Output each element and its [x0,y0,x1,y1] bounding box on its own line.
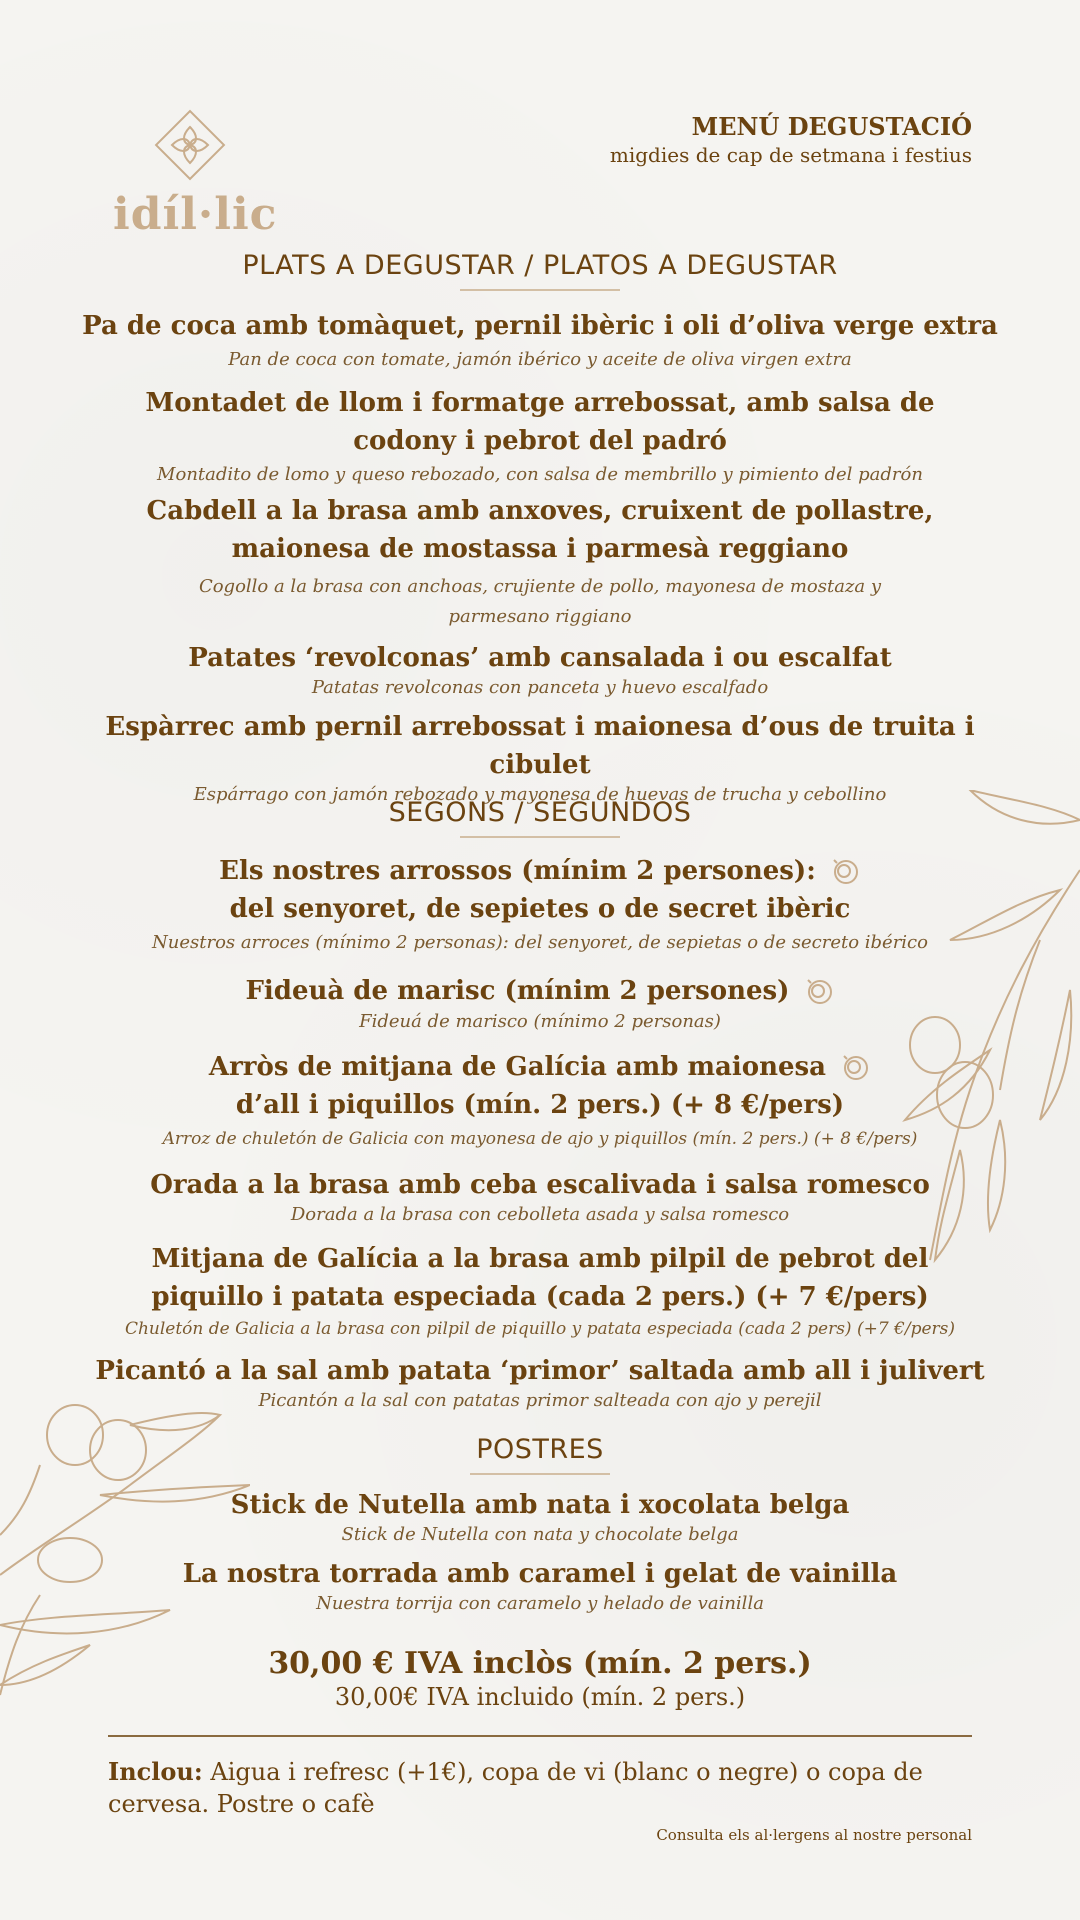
item-name-cat: Orada a la brasa amb ceba escalivada i salsa romesco [150,1170,930,1200]
menu-item [60,639,1020,699]
item-name-cat: Pa de coca amb tomàquet, pernil ibèric i oli d’oliva verge extra [82,311,998,341]
item-name-cat: codony i pebrot del padró [353,426,727,456]
item-name-es: Picantón a la sal con patatas primor salteada con ajo y perejil [258,1390,822,1411]
item-name-es: Cogollo a la brasa con anchoas, crujiente de pollo, mayonesa de mostaza y [198,576,882,597]
item-name-es: Patatas revolconas con panceta y huevo escalfado [311,677,769,698]
rice-pan-icon [841,1053,871,1083]
item-name-cat: Stick de Nutella amb nata i xocolata belga [230,1490,850,1520]
includes-text [108,1756,998,1820]
price-block [0,1646,1080,1711]
menu-item [60,307,1020,375]
item-name-es: Nuestros arroces (mínimo 2 personas): del senyoret, de sepietas o de secreto ibérico [152,932,928,953]
section-title: POSTRES [476,1434,604,1465]
section-divider [460,836,620,838]
menu-item [60,1048,1020,1154]
menu-item [60,492,1020,632]
item-name-cat: d’all i piquillos (mín. 2 pers.) (+ 8 €/pers) [235,1090,845,1120]
item-name-cat: maionesa de mostassa i parmesà reggiano [231,534,849,564]
includes-body: Aigua i refresc (+1€), copa de vi (blanc o negre) o copa de cervesa. Postre o cafè [108,1758,923,1818]
diamond-logo-icon [150,105,230,185]
item-name-cat [60,852,1020,890]
menu-item [60,1555,1020,1615]
section-segons [0,797,1080,838]
section-plats [0,250,1080,291]
section-postres [0,1434,1080,1475]
item-name-es: Montadito de lomo y queso rebozado, con salsa de membrillo y pimiento del padrón [157,464,923,485]
footer-divider [108,1735,972,1737]
item-name-es: Espárrago con jamón rebozado y mayonesa de huevas de trucha y cebollino [193,784,887,805]
menu-item [60,384,1020,490]
item-name-line: Els nostres arrossos (mínim 2 persones): [219,856,816,886]
menu-item [60,708,1020,806]
item-name-cat: La nostra torrada amb caramel i gelat de vainilla [182,1559,898,1589]
rice-pan-icon [831,857,861,887]
menu-subtitle: migdies de cap de setmana i festius [609,143,972,167]
item-name-es: Arroz de chuletón de Galicia con mayonesa de ajo y piquillos (mín. 2 pers.) (+ 8 €/pers) [162,1129,918,1149]
rice-pan-icon [805,977,835,1007]
item-name-cat: Patates ‘revolconas’ amb cansalada i ou escalfat [188,643,892,673]
logo [113,105,278,240]
item-name-cat: Mitjana de Galícia a la brasa amb pilpil de pebrot del [151,1244,929,1274]
menu-item [60,1352,1020,1412]
section-title: PLATS A DEGUSTAR / PLATOS A DEGUSTAR [242,250,838,281]
item-name-es: Stick de Nutella con nata y chocolate belga [341,1524,739,1545]
item-name-cat: Montadet de llom i formatge arrebossat, amb salsa de [145,388,935,418]
menu-item [40,1240,1040,1342]
menu-item [60,1166,1020,1226]
item-name-es: Dorada a la brasa con cebolleta asada y salsa romesco [290,1204,790,1225]
section-divider [460,289,620,291]
item-name-cat: piquillo i patata especiada (cada 2 pers.) (+ 7 €/pers) [151,1282,929,1312]
item-name-line: Arròs de mitjana de Galícia amb maionesa [208,1052,827,1082]
item-name-line: Fideuà de marisc (mínim 2 persones) [245,976,790,1006]
section-title: SEGONS / SEGUNDOS [388,797,692,828]
item-name-cat: del senyoret, de sepietes o de secret ibèric [229,894,851,924]
brand-name: idíl·lic [113,189,278,240]
menu-item [60,1486,1020,1546]
item-name-cat [60,1048,1020,1086]
price-cat: 30,00 € IVA inclòs (mín. 2 pers.) [268,1646,812,1681]
menu-item [60,972,1020,1034]
item-name-es: parmesano riggiano [448,606,632,627]
price-es: 30,00€ IVA incluido (mín. 2 pers.) [334,1683,746,1711]
item-name-cat: Picantó a la sal amb patata ‘primor’ saltada amb all i julivert [95,1356,985,1386]
item-name-cat [60,972,1020,1010]
item-name-es: Pan de coca con tomate, jamón ibérico y aceite de oliva virgen extra [228,349,852,370]
includes-label: Inclou: [108,1757,203,1786]
menu-item [60,852,1020,958]
menu-header [610,112,972,167]
item-name-cat: Espàrrec amb pernil arrebossat i maionesa d’ous de truita i cibulet [105,712,975,780]
item-name-cat: Cabdell a la brasa amb anxoves, cruixent de pollastre, [146,496,934,526]
section-divider [470,1473,610,1475]
item-name-es: Fideuá de marisco (mínimo 2 personas) [359,1011,721,1032]
item-name-es: Chuletón de Galicia a la brasa con pilpil de piquillo y patata especiada (cada 2 pers) (+7 €/pers) [124,1319,956,1339]
menu-title: MENÚ DEGUSTACIÓ [691,112,972,141]
allergens-note: Consulta els al·lergens al nostre personal [656,1826,972,1844]
item-name-es: Nuestra torrija con caramelo y helado de vainilla [316,1593,764,1614]
